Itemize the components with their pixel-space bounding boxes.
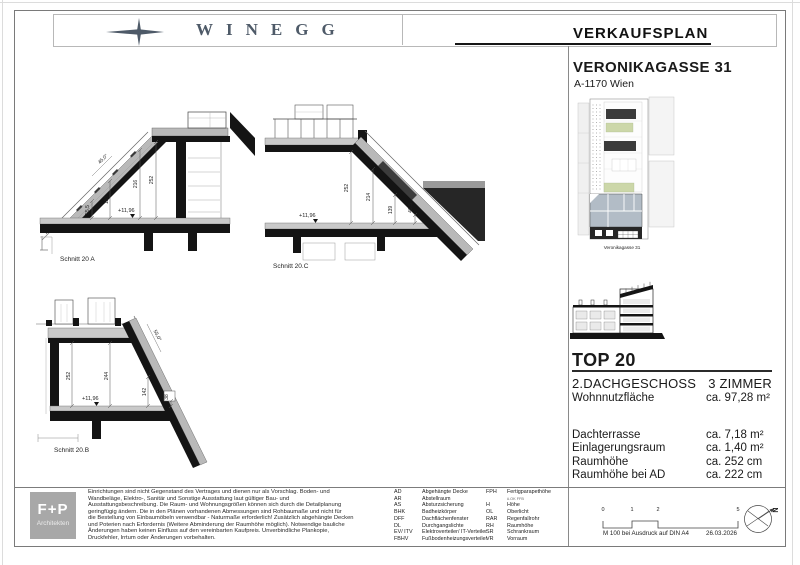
dim-label: 38 [164, 394, 170, 400]
elevation-main-block [620, 282, 653, 333]
detail-label: Raumhöhe [572, 455, 629, 468]
abbr-row: DFF Dachflächenfenster [394, 515, 469, 522]
header-divider [402, 15, 403, 45]
page-edge-left [2, 0, 3, 565]
dim-label: 139 [388, 205, 394, 215]
disclaimer-line: die Bestellung von Einbaumöbeln verwendbar - Naturmaße erforderlich! Zusätzlich abgehängte Decken [88, 515, 354, 522]
disclaimer-line: geringfügig ändern. Die in den Plänen vorhandenen Abmessungen sind Rohbaumaße und nicht für [88, 508, 342, 515]
section-caption: Schnitt 20 A [60, 256, 95, 263]
building-elevation [570, 281, 665, 345]
scale-bar [603, 521, 738, 528]
disclaimer-line: und Poterien nach Erfordernis (Weitere Abminderung der Raumhöhe möglich). Notwendige bauliche [88, 521, 345, 528]
dormers-b [36, 298, 130, 326]
scale-tick-label: 1 [630, 507, 634, 513]
abbr-row: FPH Fertigparapethöhe [486, 489, 552, 495]
site-plan [578, 97, 674, 253]
abbr-row: DL Durchgangslichte [394, 522, 464, 529]
detail-label: Raumhöhe bei AD [572, 469, 666, 482]
page-edge-right [792, 0, 793, 565]
unit-detail-row [572, 429, 772, 442]
abbr-row: AR Abstellraum [394, 495, 451, 502]
section-drawing-schnitt-20b [30, 288, 255, 473]
detail-value: ca. 222 cm [706, 469, 763, 482]
unit-area-label: Wohnnutzfläche [572, 392, 655, 404]
architects-name: F+P [37, 501, 69, 518]
disclaimer-line: Einrichtungen sind nicht Gegenstand des Vertrages und dienen nur als Vorschlag. Boden- und [88, 489, 330, 495]
page-edge-top [0, 2, 800, 3]
winegg-star-icon [106, 18, 170, 46]
abbr-row: H Höhe [486, 502, 520, 509]
abbr-row: EV/ ITV Elektroverteiler/ IT-Verteiler [394, 529, 488, 536]
elevation-base [570, 333, 665, 339]
panel-divider [568, 46, 569, 546]
section-drawing-schnitt-20c [265, 105, 485, 275]
legal-disclaimer [88, 489, 394, 541]
disclaimer-line: Wandbeläge, Elektro-, Sanitär und Sonstige Ausstattung laut gültiger Bau- und [88, 495, 290, 502]
unit-floor: 2.DACHGESCHOSS [572, 376, 697, 391]
unit-floor-row [572, 376, 772, 391]
section-drawing-schnitt-20a [40, 108, 255, 268]
detail-value: ca. 252 cm [706, 455, 763, 468]
abbr-row: BHK Badheizkörper [394, 509, 457, 516]
unit-rooms: 3 ZIMMER [708, 376, 772, 391]
footer-divider [14, 487, 785, 488]
title-underline [455, 43, 711, 45]
dim-label: 142 [142, 387, 148, 397]
detail-value: ca. 7,18 m² [706, 429, 764, 441]
abbr-row: VR Vorraum [486, 535, 528, 542]
abbr-row: RH Raumhöhe [486, 522, 534, 529]
site-plan-caption: Veronikagasse 31 [603, 245, 641, 250]
print-scale-note: M 100 bei Ausdruck auf DIN A4 [603, 530, 689, 537]
disclaimer-line: Änderungen haben keinen Einfluss auf den vereinbarten Kaufpreis. Unverbindliche Plankopie, [88, 528, 330, 535]
flat-roof-a [152, 112, 255, 156]
abbreviation-legend-col2 [486, 489, 551, 543]
north-letter: N [771, 507, 778, 513]
unit-detail-row [572, 469, 772, 482]
project-name: VERONIKAGASSE 31 [573, 59, 732, 76]
abbr-row: SR Schrankraum [486, 529, 540, 536]
abbr-row: AD Abgehängte Decke [394, 489, 468, 495]
scale-tick-label: 0 [601, 507, 605, 513]
detail-label: Dachterrasse [572, 429, 641, 441]
abbr-row: OL Oberlicht [486, 509, 529, 516]
dim-label: 252 [149, 175, 155, 185]
roof-angle-label: 55,0° [151, 328, 163, 343]
roof-slope-b [122, 316, 207, 468]
unit-detail-row [572, 442, 772, 455]
floor-slab-c [265, 223, 439, 260]
level-marker-triangle [130, 214, 135, 218]
disclaimer-line: Druckfehler, Irrtum oder Änderungen vorbehalten. [88, 534, 216, 541]
north-arrow-icon [745, 506, 779, 533]
dim-label: 252 [66, 371, 72, 381]
detail-label: Einlagerungsraum [572, 442, 666, 455]
dim-label: 214 [366, 192, 372, 202]
detail-value: ca. 1,40 m² [706, 442, 764, 455]
disclaimer-line: Ausstattungsbeschreibung. Die Raum- und Wohnungsgrößen können sich durch die Detailplanung [88, 502, 342, 509]
scale-tick-label: 2 [656, 507, 660, 513]
dim-label: 252 [344, 183, 350, 193]
unit-detail-row [572, 456, 772, 469]
unit-area-value: ca. 97,28 m² [706, 392, 770, 404]
section-caption: Schnitt 20.B [54, 447, 90, 454]
project-city: A-1170 Wien [574, 78, 634, 90]
dim-label: 55,5 [85, 205, 91, 215]
apartment-footprint [590, 194, 642, 239]
rooftop-terrace-c [265, 105, 367, 152]
section-caption: Schnitt 20.C [273, 263, 309, 270]
dim-label: 118 [104, 196, 110, 204]
level-marker-triangle [94, 402, 99, 406]
level-marker-triangle [313, 219, 318, 223]
abbr-row: RAR Regenfallrohr [486, 515, 540, 522]
abbr-row: FBHV Fußbodenheizungsverteiler [394, 535, 488, 542]
dim-label: 216 [133, 179, 139, 189]
plan-date: 26.03.2026 [706, 530, 737, 537]
roof-angle-label: 45,0° [97, 153, 110, 166]
elevation-left-wing [573, 300, 620, 333]
dim-label: 46,5 [408, 203, 414, 213]
brand-logo-text: WINEGG [196, 20, 348, 39]
dim-label: 244 [104, 371, 110, 381]
level-marker-label: +11,96 [118, 208, 135, 214]
abbr-row: AS Absturzsicherung [394, 502, 464, 509]
unit-area-row [572, 392, 772, 404]
unit-id: TOP 20 [572, 350, 636, 370]
doc-title: VERKAUFSPLAN [573, 25, 709, 42]
abbreviation-legend-col1 [394, 489, 487, 543]
scale-tick-label: 5 [736, 507, 740, 513]
abbr-note: ü.OK FFB [507, 496, 524, 501]
architects-subtitle: Architekten [36, 520, 70, 527]
unit-rule [572, 370, 772, 372]
level-marker-label: +11,96 [299, 213, 316, 219]
architects-stamp [30, 492, 76, 539]
level-marker-label: +11,96 [82, 396, 99, 402]
